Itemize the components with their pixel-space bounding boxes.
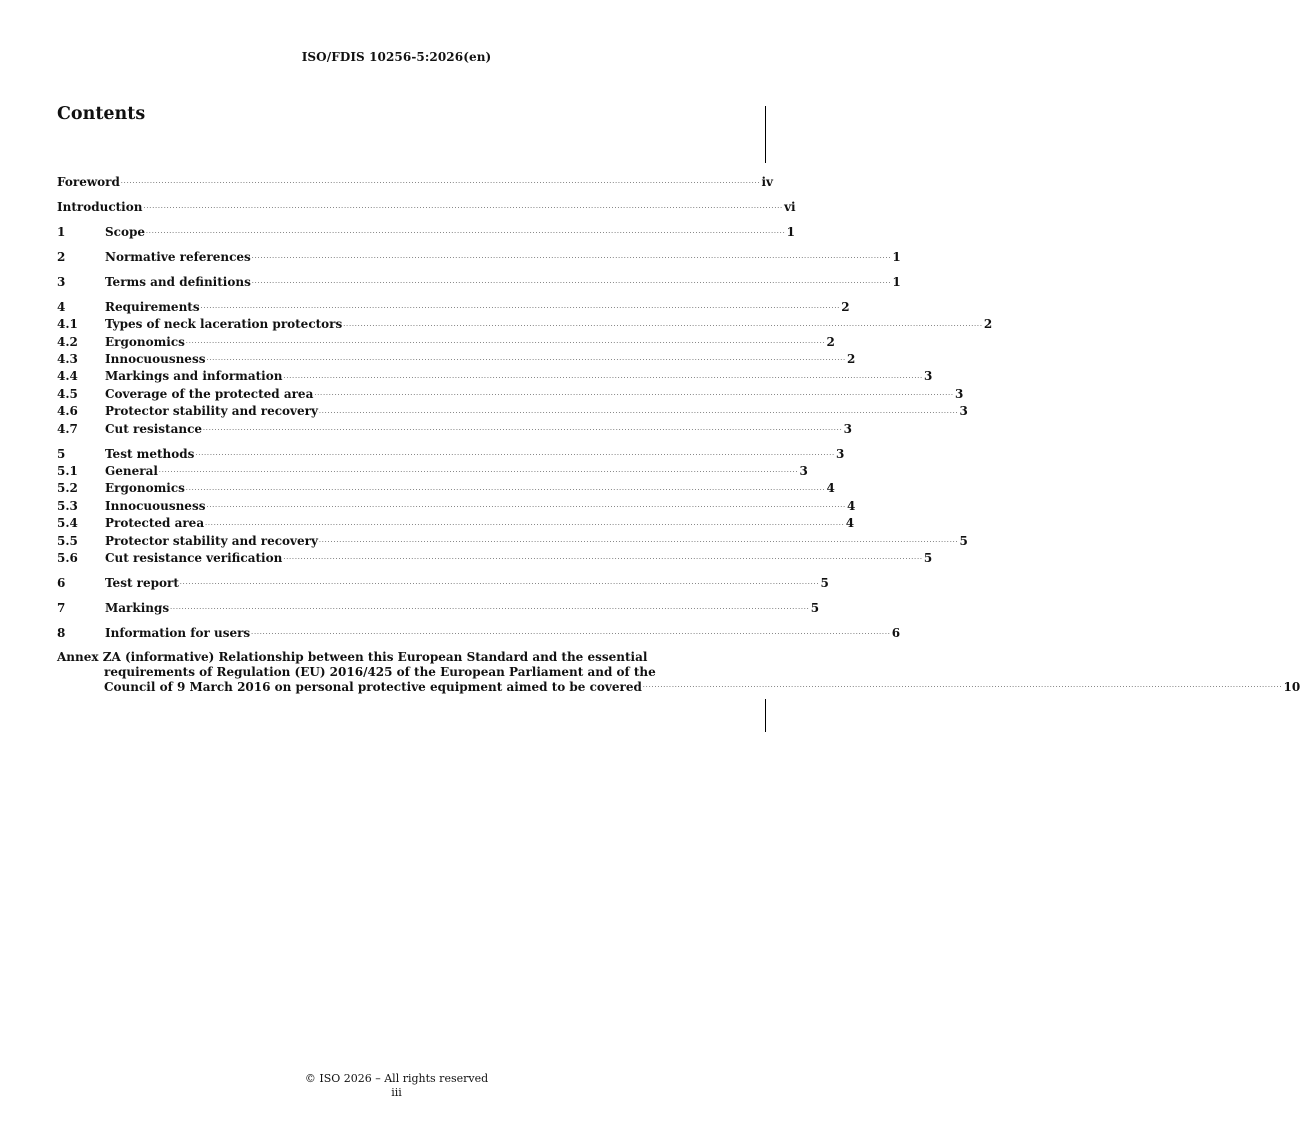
toc-entry[interactable]	[57, 224, 795, 241]
toc-entry-page: 4	[845, 516, 855, 531]
toc-entry-label: Cut resistance	[105, 421, 203, 436]
annex-page-number: 10	[1283, 679, 1300, 694]
toc-entry[interactable]	[57, 351, 856, 368]
toc-entry-page: 5	[820, 575, 829, 590]
toc-entry-number: 4.5	[57, 386, 78, 401]
toc-entry-page: 3	[836, 446, 845, 461]
toc-entry-number: 4.4	[57, 369, 78, 384]
toc-entry-number: 8	[57, 625, 66, 640]
dot-leader: ............................................................................................................................................................................................................................	[158, 467, 799, 475]
dot-leader: ............................................................................................................................................................................................................................	[283, 554, 923, 562]
dot-leader: ............................................................................................................................................................................................................................	[251, 629, 891, 637]
toc-entry[interactable]	[57, 600, 820, 617]
toc-entry-page: 5	[959, 533, 968, 548]
toc-entry[interactable]	[57, 274, 901, 291]
toc-entry-number: 5.5	[57, 533, 78, 548]
toc-entry-number: 5.1	[57, 464, 78, 479]
toc-entry-page: 2	[847, 352, 856, 367]
toc-entry-page: 3	[959, 404, 968, 419]
toc-entry[interactable]	[57, 299, 850, 316]
dot-leader: ............................................................................................................................................................................................................................	[195, 450, 836, 458]
document-id-header: ISO/FDIS 10256-5:2026(en)	[301, 50, 492, 64]
toc-entry-label: Markings and information	[105, 369, 283, 384]
toc-entry-label: Introduction	[57, 199, 143, 214]
toc-entry-label: Protector stability and recovery	[105, 533, 318, 548]
toc-entry-page: 6	[891, 625, 901, 640]
toc-entry-page: iv	[761, 174, 773, 189]
toc-entry-number: 4.1	[57, 317, 78, 332]
dot-leader: ............................................................................................................................................................................................................................	[251, 253, 892, 261]
toc-entry-label: Scope	[105, 224, 146, 239]
toc-entry-number: 1	[57, 224, 66, 239]
toc-entry[interactable]	[57, 550, 933, 567]
toc-entry-label: Coverage of the protected area	[105, 386, 314, 401]
toc-entry-label: Cut resistance verification	[105, 550, 283, 565]
toc-entry-number: 2	[57, 249, 66, 264]
toc-entry[interactable]	[57, 421, 852, 438]
toc-entry-number: 4	[57, 299, 66, 314]
table-of-contents	[57, 174, 1300, 695]
toc-entry-page: 2	[983, 317, 993, 332]
toc-entry[interactable]	[57, 368, 933, 385]
toc-entry-label: Terms and definitions	[105, 274, 251, 289]
toc-entry[interactable]	[57, 403, 968, 420]
dot-leader: ............................................................................................................................................................................................................................	[203, 425, 843, 433]
toc-entry-label: Requirements	[105, 299, 200, 314]
toc-entry-label: Markings	[105, 600, 170, 615]
dot-leader: ............................................................................................................................................................................................................................	[200, 303, 841, 311]
toc-entry-number: 5	[57, 446, 66, 461]
dot-leader: ............................................................................................................................................................................................................................	[146, 228, 786, 236]
toc-entry-label: Test methods	[105, 446, 195, 461]
annex-title-line-3-text: Council of 9 March 2016 on personal protective equipment aimed to be covered	[104, 679, 642, 694]
toc-entry[interactable]	[57, 446, 845, 463]
toc-entry-number: 3	[57, 274, 66, 289]
toc-entry-label: Ergonomics	[105, 481, 185, 496]
toc-entry-label: Innocuousness	[105, 498, 206, 513]
toc-entry-number: 6	[57, 575, 66, 590]
toc-entry-number: 5.4	[57, 516, 78, 531]
toc-entry-label: Types of neck laceration protectors	[105, 317, 343, 332]
toc-entry[interactable]	[57, 174, 773, 191]
page-title: Contents	[57, 104, 146, 124]
toc-entry-label: Innocuousness	[105, 352, 206, 367]
dot-leader: ............................................................................................................................................................................................................................	[642, 681, 1283, 689]
toc-entry-label: Test report	[105, 575, 179, 590]
dot-leader: ............................................................................................................................................................................................................................	[170, 604, 810, 612]
toc-entry-page: 5	[923, 550, 933, 565]
toc-entry-label: Ergonomics	[105, 334, 185, 349]
toc-entry[interactable]	[57, 334, 835, 351]
dot-leader: ............................................................................................................................................................................................................................	[343, 320, 983, 328]
dot-leader: ............................................................................................................................................................................................................................	[318, 536, 959, 544]
page-footer	[0, 1072, 793, 1100]
toc-entry[interactable]	[57, 515, 855, 532]
toc-entry-number: 7	[57, 600, 66, 615]
dot-leader: ............................................................................................................................................................................................................................	[179, 579, 820, 587]
toc-entry[interactable]	[57, 249, 901, 266]
annex-title-line-2: requirements of Regulation (EU) 2016/425 of the European Parliament and of the	[104, 664, 656, 679]
toc-entry-page: 2	[841, 299, 850, 314]
dot-leader: ............................................................................................................................................................................................................................	[283, 372, 924, 380]
toc-entry[interactable]	[57, 199, 796, 216]
toc-entry[interactable]	[57, 316, 993, 333]
toc-entry-label: Foreword	[57, 174, 120, 189]
toc-entry-number: 4.6	[57, 404, 78, 419]
toc-entry-label: Protector stability and recovery	[105, 404, 318, 419]
toc-entry-page: 3	[799, 464, 808, 479]
toc-entry-number: 4.2	[57, 334, 78, 349]
toc-entry-page: 1	[892, 274, 901, 289]
copyright-notice: © ISO 2026 – All rights reserved	[304, 1072, 489, 1085]
dot-leader: ............................................................................................................................................................................................................................	[251, 278, 892, 286]
toc-entry-page: 1	[892, 249, 901, 264]
toc-entry-page: 1	[786, 224, 795, 239]
page-number: iii	[391, 1086, 402, 1099]
change-bar-top	[765, 106, 766, 163]
toc-entry-number: 5.3	[57, 498, 78, 513]
dot-leader: ............................................................................................................................................................................................................................	[318, 407, 959, 415]
toc-entry[interactable]	[57, 480, 835, 497]
toc-entry-page: 3	[924, 369, 933, 384]
toc-entry-label: Protected area	[105, 516, 205, 531]
dot-leader: ............................................................................................................................................................................................................................	[185, 484, 826, 492]
toc-entry-label: Information for users	[105, 625, 251, 640]
toc-entry[interactable]	[57, 575, 829, 592]
toc-entry[interactable]	[57, 498, 856, 515]
toc-entry[interactable]	[57, 625, 901, 642]
toc-entry[interactable]	[57, 386, 964, 403]
toc-entry-page: 3	[954, 386, 964, 401]
dot-leader: ............................................................................................................................................................................................................................	[120, 178, 761, 186]
toc-entry-label: General	[105, 464, 158, 479]
toc-entry-number: 5.2	[57, 481, 78, 496]
dot-leader: ............................................................................................................................................................................................................................	[185, 338, 826, 346]
dot-leader: ............................................................................................................................................................................................................................	[206, 502, 847, 510]
dot-leader: ............................................................................................................................................................................................................................	[314, 390, 954, 398]
toc-entry[interactable]	[57, 533, 968, 550]
toc-entry-annex-za[interactable]	[57, 649, 1300, 695]
toc-entry-page: 5	[810, 600, 820, 615]
toc-entry-number: 4.7	[57, 421, 78, 436]
dot-leader: ............................................................................................................................................................................................................................	[206, 355, 847, 363]
annex-title-line-3	[57, 679, 1300, 695]
toc-entry-page: 2	[826, 334, 835, 349]
toc-entry-page: 4	[847, 498, 856, 513]
dot-leader: ............................................................................................................................................................................................................................	[205, 519, 845, 527]
change-bar-bottom	[765, 699, 766, 732]
toc-entry-number: 5.6	[57, 550, 78, 565]
toc-entry-label: Normative references	[105, 249, 251, 264]
dot-leader: ............................................................................................................................................................................................................................	[143, 203, 784, 211]
toc-entry-page: vi	[784, 199, 796, 214]
annex-title-line-1: Annex ZA (informative) Relationship between this European Standard and the essential	[57, 649, 648, 664]
toc-entry-page: 3	[843, 421, 852, 436]
toc-entry-number: 4.3	[57, 352, 78, 367]
toc-entry[interactable]	[57, 463, 808, 480]
toc-entry-page: 4	[826, 481, 835, 496]
